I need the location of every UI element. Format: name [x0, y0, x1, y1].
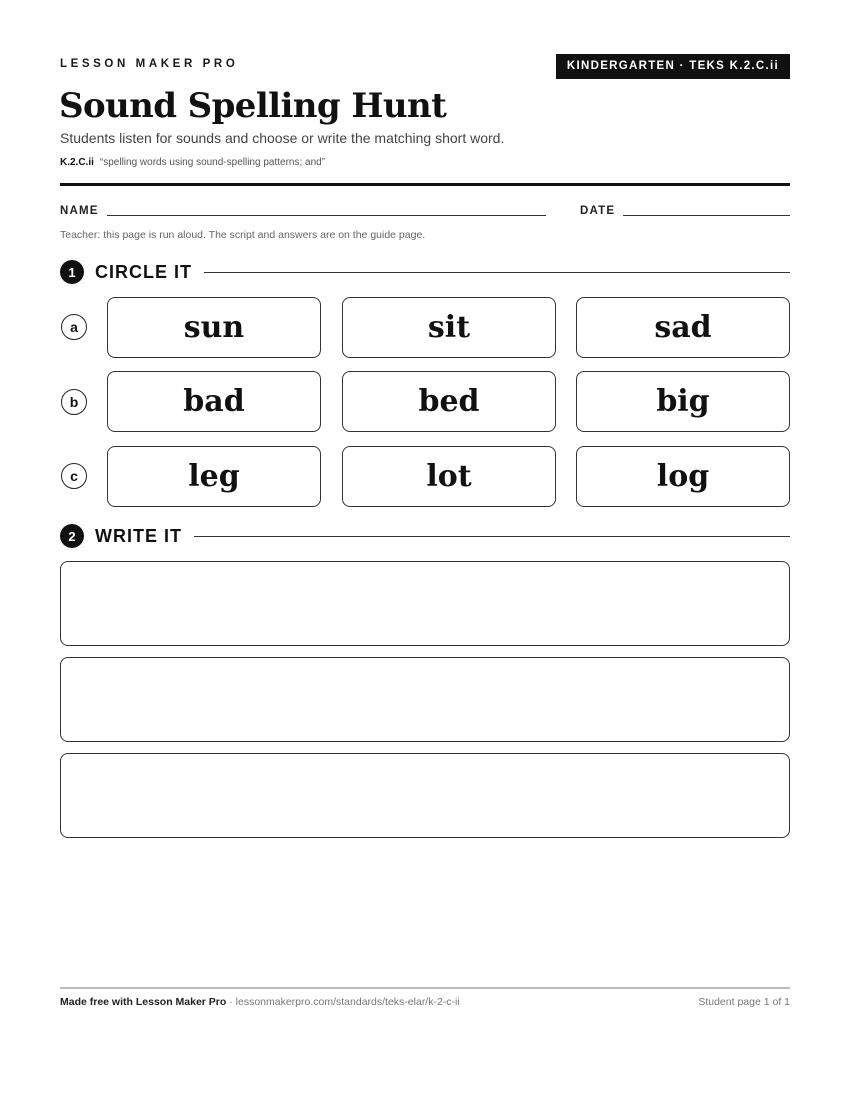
- row-letter-b: b: [61, 389, 87, 415]
- word-choice[interactable]: sad: [576, 297, 790, 358]
- footer-url: · lessonmakerpro.com/standards/teks-elar/k-2-c-ii: [229, 996, 460, 1008]
- word-choice[interactable]: log: [576, 446, 790, 507]
- write-answer-box[interactable]: [60, 561, 790, 646]
- footer-made-with: Made free with Lesson Maker Pro: [60, 996, 227, 1008]
- word-choice[interactable]: big: [576, 371, 790, 432]
- section-title: WRITE IT: [95, 525, 182, 546]
- write-answer-box[interactable]: [60, 753, 790, 838]
- page-title: Sound Spelling Hunt: [59, 86, 447, 126]
- word-choice[interactable]: bed: [342, 371, 556, 432]
- standard-reference: [60, 157, 325, 168]
- page-subtitle: Students listen for sounds and choose or write the matching short word.: [60, 130, 505, 146]
- name-label: NAME: [60, 205, 99, 217]
- write-answer-box[interactable]: [60, 657, 790, 742]
- section-number-badge: 2: [60, 524, 84, 548]
- row-letter-c: c: [61, 463, 87, 489]
- standard-code: K.2.C.ii: [60, 157, 94, 168]
- page-indicator: Student page 1 of 1: [698, 996, 790, 1008]
- section-write-it-header: [60, 524, 790, 548]
- word-choice[interactable]: sit: [342, 297, 556, 358]
- footer-divider: [60, 987, 790, 989]
- row-letter-a: a: [61, 314, 87, 340]
- footer-credit: [60, 996, 460, 1008]
- word-choice[interactable]: sun: [107, 297, 321, 358]
- word-choice[interactable]: leg: [107, 446, 321, 507]
- section-rule: [204, 272, 790, 273]
- grade-standard-badge: KINDERGARTEN · TEKS K.2.C.ii: [556, 54, 790, 79]
- date-label: DATE: [580, 205, 616, 217]
- section-number-badge: 1: [60, 260, 84, 284]
- word-choice[interactable]: bad: [107, 371, 321, 432]
- section-title: CIRCLE IT: [95, 261, 192, 282]
- header-divider: [60, 183, 790, 186]
- section-rule: [194, 536, 790, 537]
- name-field[interactable]: [107, 215, 546, 216]
- brand-name: LESSON MAKER PRO: [60, 58, 239, 70]
- section-circle-it-header: [60, 260, 790, 284]
- teacher-note: Teacher: this page is run aloud. The script and answers are on the guide page.: [60, 229, 426, 241]
- standard-text: “spelling words using sound-spelling patterns; and”: [99, 157, 326, 168]
- word-choice[interactable]: lot: [342, 446, 556, 507]
- date-field[interactable]: [623, 215, 790, 216]
